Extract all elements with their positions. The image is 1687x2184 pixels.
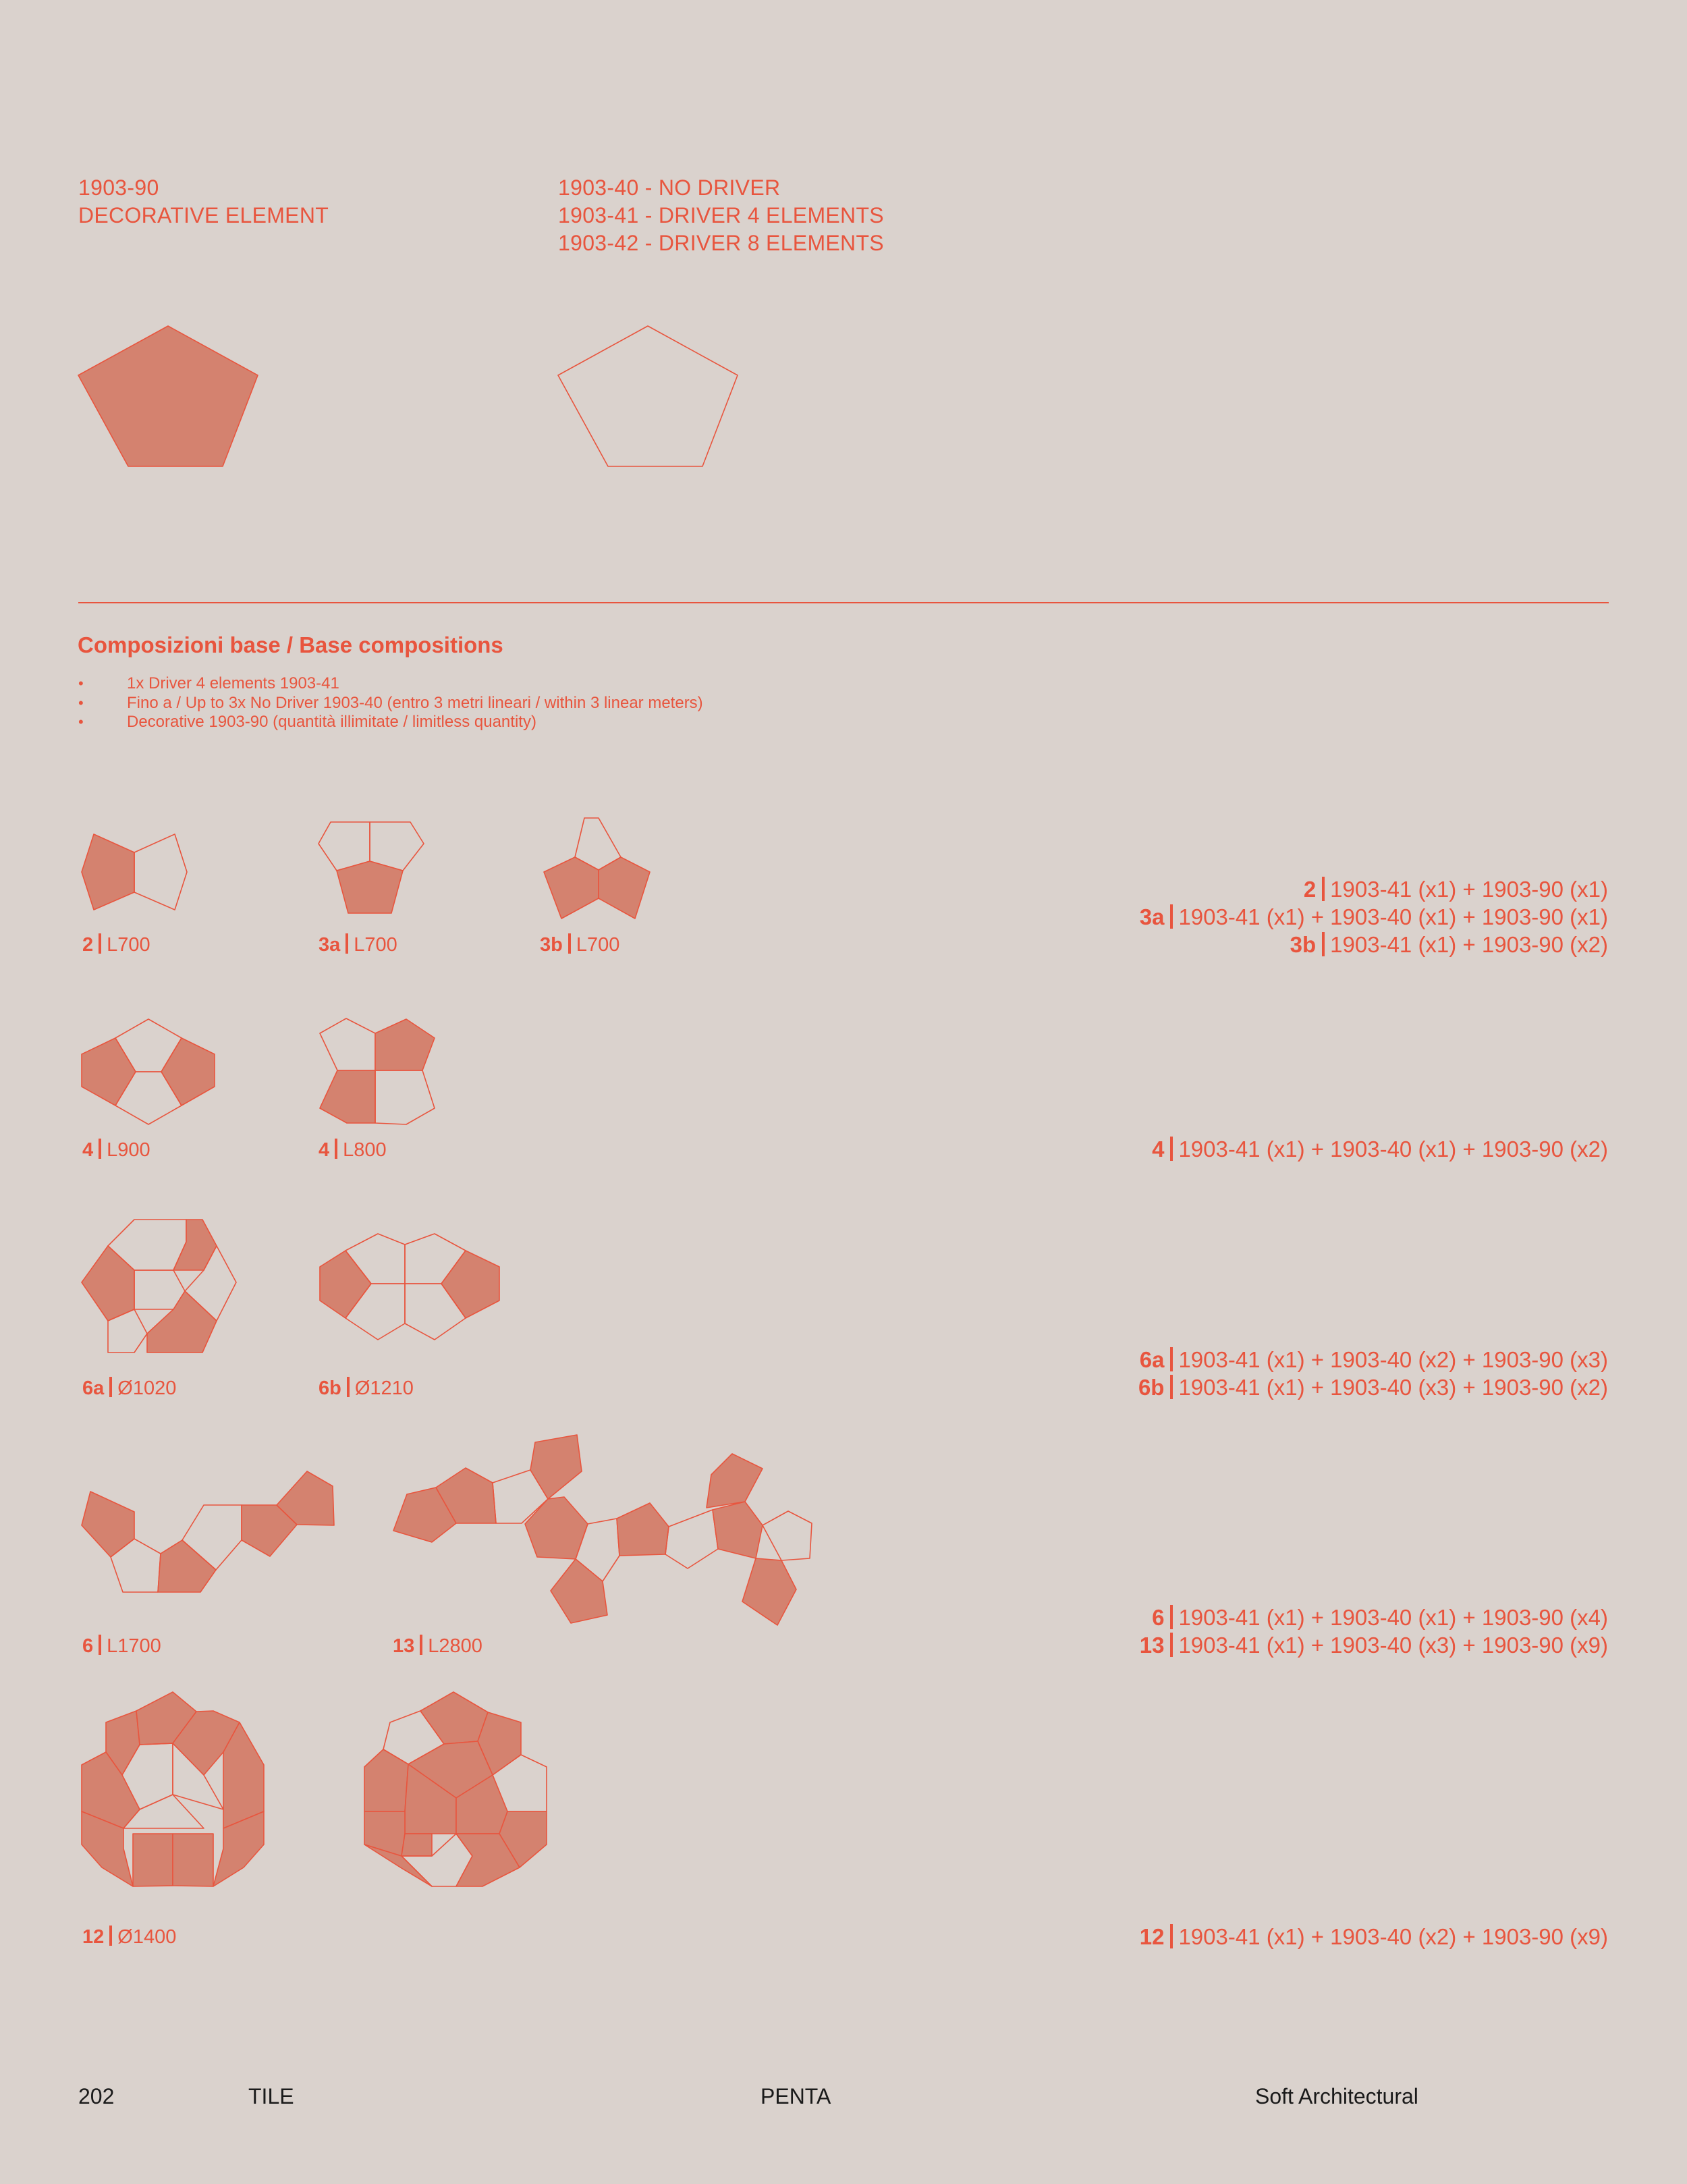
composition-12b	[364, 1692, 547, 1886]
composition-3b	[544, 818, 650, 919]
composition-12a	[82, 1692, 264, 1886]
formula-2: 2 1903-41 (x1) + 1903-90 (x1)	[1303, 877, 1608, 902]
page-number: 202	[78, 2084, 115, 2108]
caption-13: 13 L2800	[393, 1635, 482, 1657]
formula-group-12	[1140, 1923, 1608, 1950]
decorative-element-label: 1903-90 DECORATIVE ELEMENT	[78, 175, 329, 227]
caption-6a: 6a Ø1020	[82, 1377, 177, 1399]
formula-group-2-3	[1140, 875, 1608, 958]
composition-4a	[82, 1019, 215, 1124]
formula-3a: 3a 1903-41 (x1) + 1903-40 (x1) + 1903-90 (x1)	[1139, 904, 1608, 929]
composition-2	[82, 834, 187, 910]
formula-4: 4 1903-41 (x1) + 1903-40 (x1) + 1903-90 (x2)	[1152, 1137, 1608, 1162]
caption-6b: 6b Ø1210	[319, 1377, 414, 1399]
caption-3a: 3a L700	[319, 934, 397, 956]
caption-6: 6 L1700	[82, 1635, 161, 1657]
formula-12: 12 1903-41 (x1) + 1903-40 (x2) + 1903-90 (x9)	[1139, 1924, 1608, 1949]
composition-6	[82, 1471, 334, 1592]
caption-12: 12 Ø1400	[82, 1926, 177, 1948]
caption-2: 2 L700	[82, 934, 150, 956]
caption-4-l800: 4 L800	[319, 1139, 387, 1161]
composition-4b	[320, 1018, 435, 1124]
footer-category: TILE	[248, 2084, 294, 2108]
caption-4-l900: 4 L900	[82, 1139, 150, 1161]
footer-collection: Soft Architectural	[1255, 2084, 1418, 2108]
formula-6: 6 1903-41 (x1) + 1903-40 (x1) + 1903-90 (x4)	[1152, 1605, 1608, 1630]
caption-3b: 3b L700	[540, 934, 620, 956]
composition-13	[393, 1435, 812, 1625]
section-title: Composizioni base / Base compositions	[78, 632, 503, 657]
list-item: • 1x Driver 4 elements 1903-41	[78, 674, 703, 694]
list-item: • Decorative 1903-90 (quantità illimitate / limitless quantity)	[78, 713, 703, 732]
formula-group-6ab	[1138, 1346, 1608, 1401]
formula-13: 13 1903-41 (x1) + 1903-40 (x3) + 1903-90 (x9)	[1139, 1633, 1608, 1658]
composition-3a	[319, 822, 424, 913]
composition-6b	[320, 1234, 499, 1340]
formula-6b: 6b 1903-41 (x1) + 1903-40 (x3) + 1903-90 (x2)	[1138, 1375, 1608, 1400]
formula-group-6-13	[1140, 1604, 1608, 1659]
formula-group-4	[1152, 1135, 1608, 1163]
list-item: • Fino a / Up to 3x No Driver 1903-40 (entro 3 metri lineari / within 3 linear meters)	[78, 694, 703, 713]
driver-codes-label: 1903-40 - NO DRIVER 1903-41 - DRIVER 4 ELEMENTS 1903-42 - DRIVER 8 ELEMENTS	[558, 175, 884, 255]
composition-6a	[82, 1220, 236, 1353]
formula-6a: 6a 1903-41 (x1) + 1903-40 (x2) + 1903-90 (x3)	[1139, 1347, 1608, 1372]
formula-3b: 3b 1903-41 (x1) + 1903-90 (x2)	[1290, 932, 1608, 957]
footer-product: PENTA	[760, 2084, 831, 2108]
